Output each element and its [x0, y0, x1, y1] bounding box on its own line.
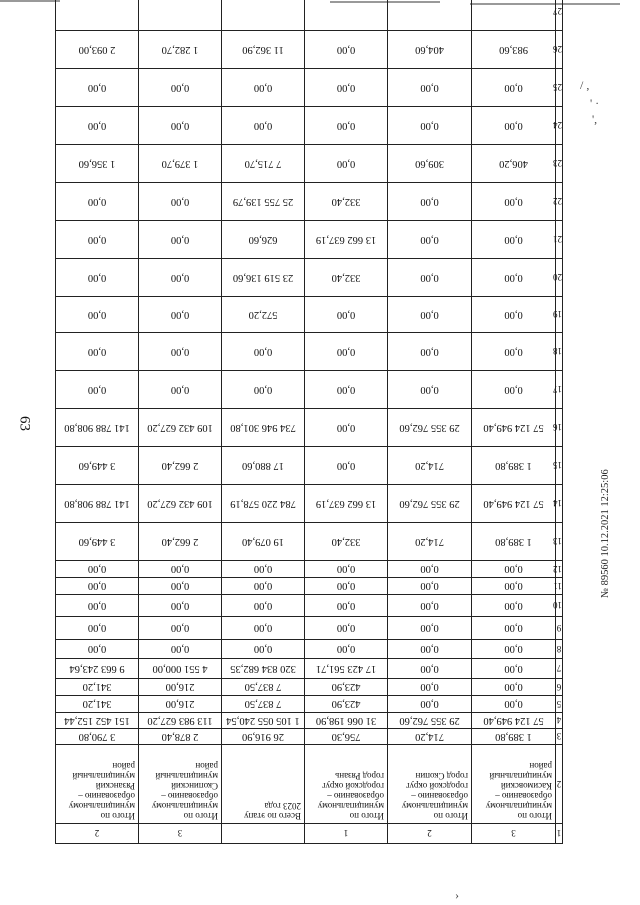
column-number: 23 — [556, 145, 563, 183]
value-cell: 57 124 949,40 — [472, 713, 556, 729]
value-cell: 141 788 908,80 — [56, 409, 139, 447]
table-row — [56, 297, 563, 333]
table-row — [56, 145, 563, 183]
value-cell: 57 124 949,40 — [472, 485, 556, 523]
value-cell: 0,00 — [305, 31, 388, 69]
value-cell: 0,00 — [388, 617, 472, 640]
value-cell: 0,00 — [139, 561, 222, 578]
value-cell: 1 105 055 240,54 — [222, 713, 305, 729]
column-number: 26 — [556, 31, 563, 69]
value-cell: 0,00 — [56, 333, 139, 371]
value-cell: 0,00 — [139, 371, 222, 409]
row-index: 2 — [388, 824, 472, 844]
value-cell: 983,60 — [472, 31, 556, 69]
value-cell: 309,60 — [388, 145, 472, 183]
column-number: 27 — [556, 0, 563, 31]
row-label: Итого по муниципальному образованию – Скопинский муниципальный район — [139, 745, 222, 824]
value-cell: 113 983 627,20 — [139, 713, 222, 729]
value-cell: 7 837,50 — [222, 696, 305, 713]
value-cell: 3 449,60 — [56, 447, 139, 485]
value-cell: 0,00 — [472, 107, 556, 145]
value-cell: 0,00 — [139, 640, 222, 659]
value-cell: 4 551 000,00 — [139, 659, 222, 679]
value-cell: 756,30 — [305, 729, 388, 745]
scan-speck: ', — [592, 112, 598, 126]
value-cell: 0,00 — [472, 696, 556, 713]
column-number: 19 — [556, 297, 563, 333]
value-cell: 17 880,60 — [222, 447, 305, 485]
value-cell: 0,00 — [56, 561, 139, 578]
value-cell: 320 834 682,35 — [222, 659, 305, 679]
value-cell: 332,40 — [305, 183, 388, 221]
value-cell: 109 432 627,20 — [139, 409, 222, 447]
row-index: 3 — [472, 824, 556, 844]
value-cell: 0,00 — [139, 297, 222, 333]
value-cell: 216,00 — [139, 696, 222, 713]
value-cell: 3 449,60 — [56, 523, 139, 561]
value-cell: 151 452 152,44 — [56, 713, 139, 729]
value-cell: 0,00 — [305, 561, 388, 578]
value-cell: 2 662,40 — [139, 447, 222, 485]
value-cell: 17 423 561,71 — [305, 659, 388, 679]
row-index: 1 — [305, 824, 388, 844]
value-cell: 0,00 — [305, 617, 388, 640]
scan-speck: › — [455, 888, 459, 902]
table-row — [56, 107, 563, 145]
table-row — [56, 824, 563, 844]
value-cell: 141 788 908,80 — [56, 485, 139, 523]
value-cell: 0,00 — [305, 333, 388, 371]
value-cell: 0,00 — [472, 617, 556, 640]
rotated-document — [56, 6, 563, 844]
value-cell: 0,00 — [305, 595, 388, 617]
value-cell: 23 519 136,60 — [222, 259, 305, 297]
value-cell — [388, 0, 472, 31]
value-cell: 0,00 — [388, 259, 472, 297]
table-row — [56, 371, 563, 409]
value-cell: 0,00 — [305, 640, 388, 659]
column-number: 5 — [556, 696, 563, 713]
row-label: Всего по этапу 2023 года — [222, 745, 305, 824]
value-cell: 0,00 — [305, 69, 388, 107]
value-cell: 0,00 — [56, 371, 139, 409]
value-cell: 9 663 243,64 — [56, 659, 139, 679]
value-cell: 0,00 — [56, 259, 139, 297]
column-number: 20 — [556, 259, 563, 297]
value-cell — [56, 0, 139, 31]
value-cell — [305, 0, 388, 31]
table-row — [56, 447, 563, 485]
column-number: 1 — [556, 824, 563, 844]
value-cell: 1 389,80 — [472, 729, 556, 745]
column-number: 9 — [556, 617, 563, 640]
value-cell: 0,00 — [222, 578, 305, 595]
value-cell: 404,60 — [388, 31, 472, 69]
value-cell: 0,00 — [139, 69, 222, 107]
column-number: 11 — [556, 578, 563, 595]
column-number: 2 — [556, 745, 563, 824]
value-cell: 0,00 — [56, 595, 139, 617]
row-index: 3 — [139, 824, 222, 844]
value-cell: 29 355 762,60 — [388, 409, 472, 447]
value-cell: 0,00 — [388, 696, 472, 713]
value-cell: 1 389,80 — [472, 447, 556, 485]
value-cell: 423,90 — [305, 696, 388, 713]
column-number: 6 — [556, 679, 563, 696]
table-row — [56, 745, 563, 824]
value-cell: 1 282,70 — [139, 31, 222, 69]
value-cell: 0,00 — [139, 107, 222, 145]
column-number: 25 — [556, 69, 563, 107]
registration-stamp: № 89560 10.12.2021 12:25:06 — [600, 469, 611, 598]
table-row — [56, 729, 563, 745]
table-row — [56, 617, 563, 640]
row-label: Итого по муниципальному образованию – Рязанский муниципальный район — [56, 745, 139, 824]
value-cell: 0,00 — [472, 371, 556, 409]
value-cell: 2 878,40 — [139, 729, 222, 745]
scan-speck: / , — [580, 78, 590, 92]
column-number: 15 — [556, 447, 563, 485]
value-cell: 0,00 — [56, 69, 139, 107]
value-cell: 714,20 — [388, 729, 472, 745]
table-row — [56, 679, 563, 696]
table-row — [56, 578, 563, 595]
table-row — [56, 595, 563, 617]
value-cell: 0,00 — [305, 409, 388, 447]
table-row — [56, 221, 563, 259]
column-number: 13 — [556, 523, 563, 561]
value-cell: 0,00 — [222, 371, 305, 409]
value-cell: 1 356,60 — [56, 145, 139, 183]
value-cell: 0,00 — [139, 595, 222, 617]
value-cell: 0,00 — [388, 679, 472, 696]
value-cell: 109 432 627,20 — [139, 485, 222, 523]
row-label: Итого по муниципальному образованию – городской округ город Рязань — [305, 745, 388, 824]
column-number: 8 — [556, 640, 563, 659]
value-cell: 0,00 — [388, 578, 472, 595]
value-cell: 626,60 — [222, 221, 305, 259]
value-cell: 406,20 — [472, 145, 556, 183]
value-cell: 1 389,80 — [472, 523, 556, 561]
value-cell: 341,20 — [56, 696, 139, 713]
value-cell: 7 837,50 — [222, 679, 305, 696]
value-cell: 0,00 — [305, 447, 388, 485]
table-row — [56, 259, 563, 297]
value-cell: 0,00 — [472, 297, 556, 333]
value-cell: 0,00 — [388, 333, 472, 371]
value-cell: 13 662 637,19 — [305, 221, 388, 259]
value-cell: 0,00 — [305, 371, 388, 409]
table-row — [56, 561, 563, 578]
value-cell: 26 916,90 — [222, 729, 305, 745]
row-label: Итого по муниципальному образованию – городской округ город Скопин — [388, 745, 472, 824]
value-cell: 0,00 — [139, 221, 222, 259]
value-cell: 784 220 578,19 — [222, 485, 305, 523]
value-cell: 0,00 — [388, 69, 472, 107]
value-cell: 0,00 — [472, 679, 556, 696]
value-cell: 0,00 — [56, 297, 139, 333]
value-cell: 0,00 — [222, 617, 305, 640]
column-number: 14 — [556, 485, 563, 523]
column-number: 10 — [556, 595, 563, 617]
value-cell: 0,00 — [222, 640, 305, 659]
value-cell: 0,00 — [472, 640, 556, 659]
value-cell: 0,00 — [56, 578, 139, 595]
table-row — [56, 640, 563, 659]
value-cell: 0,00 — [56, 617, 139, 640]
value-cell: 0,00 — [222, 107, 305, 145]
value-cell: 0,00 — [222, 333, 305, 371]
value-cell: 11 362,90 — [222, 31, 305, 69]
value-cell: 714,20 — [388, 523, 472, 561]
value-cell: 0,00 — [139, 259, 222, 297]
value-cell: 0,00 — [222, 561, 305, 578]
value-cell: 0,00 — [388, 107, 472, 145]
value-cell: 0,00 — [139, 333, 222, 371]
value-cell: 0,00 — [472, 595, 556, 617]
value-cell: 714,20 — [388, 447, 472, 485]
value-cell: 13 662 637,19 — [305, 485, 388, 523]
column-number: 17 — [556, 371, 563, 409]
value-cell: 0,00 — [388, 561, 472, 578]
value-cell: 0,00 — [472, 221, 556, 259]
column-number: 22 — [556, 183, 563, 221]
table-row — [56, 31, 563, 69]
value-cell: 0,00 — [139, 617, 222, 640]
value-cell: 0,00 — [388, 595, 472, 617]
table-row — [56, 696, 563, 713]
value-cell: 0,00 — [472, 183, 556, 221]
value-cell: 0,00 — [388, 297, 472, 333]
value-cell: 0,00 — [305, 578, 388, 595]
value-cell: 0,00 — [472, 578, 556, 595]
value-cell: 57 124 949,40 — [472, 409, 556, 447]
value-cell: 0,00 — [56, 107, 139, 145]
value-cell: 0,00 — [56, 640, 139, 659]
value-cell: 0,00 — [56, 221, 139, 259]
table-row — [56, 69, 563, 107]
value-cell: 1 379,70 — [139, 145, 222, 183]
value-cell: 25 755 139,79 — [222, 183, 305, 221]
column-number: 24 — [556, 107, 563, 145]
value-cell: 0,00 — [139, 183, 222, 221]
row-index: 2 — [56, 824, 139, 844]
row-index — [222, 824, 305, 844]
column-number: 21 — [556, 221, 563, 259]
value-cell: 332,40 — [305, 523, 388, 561]
value-cell: 332,40 — [305, 259, 388, 297]
value-cell: 29 355 762,60 — [388, 485, 472, 523]
table-body — [56, 0, 563, 844]
value-cell: 19 079,40 — [222, 523, 305, 561]
column-number: 7 — [556, 659, 563, 679]
table-row — [56, 523, 563, 561]
column-number: 16 — [556, 409, 563, 447]
row-label: Итого по муниципальному образованию – Касимовский муниципальный район — [472, 745, 556, 824]
scan-edge-mark-left — [0, 0, 60, 2]
table-row — [56, 333, 563, 371]
value-cell: 0,00 — [305, 297, 388, 333]
value-cell: 0,00 — [305, 107, 388, 145]
value-cell: 0,00 — [388, 371, 472, 409]
value-cell: 0,00 — [305, 145, 388, 183]
page-number: 63 — [16, 416, 33, 431]
column-number: 3 — [556, 729, 563, 745]
column-number: 4 — [556, 713, 563, 729]
value-cell: 29 355 762,60 — [388, 713, 472, 729]
value-cell: 0,00 — [388, 221, 472, 259]
table-row — [56, 485, 563, 523]
value-cell: 2 093,00 — [56, 31, 139, 69]
value-cell: 572,20 — [222, 297, 305, 333]
value-cell: 0,00 — [388, 659, 472, 679]
data-table — [55, 0, 563, 844]
value-cell: 0,00 — [472, 69, 556, 107]
value-cell: 7 715,70 — [222, 145, 305, 183]
value-cell: 0,00 — [56, 183, 139, 221]
column-number: 12 — [556, 561, 563, 578]
value-cell: 0,00 — [222, 69, 305, 107]
value-cell: 0,00 — [139, 578, 222, 595]
value-cell: 3 790,80 — [56, 729, 139, 745]
value-cell: 0,00 — [472, 561, 556, 578]
value-cell: 0,00 — [388, 640, 472, 659]
value-cell: 0,00 — [472, 259, 556, 297]
value-cell — [139, 0, 222, 31]
table-row — [56, 0, 563, 31]
value-cell: 0,00 — [388, 183, 472, 221]
value-cell: 31 066 198,90 — [305, 713, 388, 729]
table-row — [56, 409, 563, 447]
scan-speck: ' · — [590, 96, 600, 110]
value-cell: 0,00 — [472, 333, 556, 371]
value-cell: 2 662,40 — [139, 523, 222, 561]
value-cell: 0,00 — [472, 659, 556, 679]
table-row — [56, 659, 563, 679]
value-cell — [472, 0, 556, 31]
value-cell — [222, 0, 305, 31]
value-cell: 216,00 — [139, 679, 222, 696]
value-cell: 341,20 — [56, 679, 139, 696]
value-cell: 423,90 — [305, 679, 388, 696]
value-cell: 734 946 301,80 — [222, 409, 305, 447]
value-cell: 0,00 — [222, 595, 305, 617]
table-row — [56, 183, 563, 221]
table-row — [56, 713, 563, 729]
column-number: 18 — [556, 333, 563, 371]
